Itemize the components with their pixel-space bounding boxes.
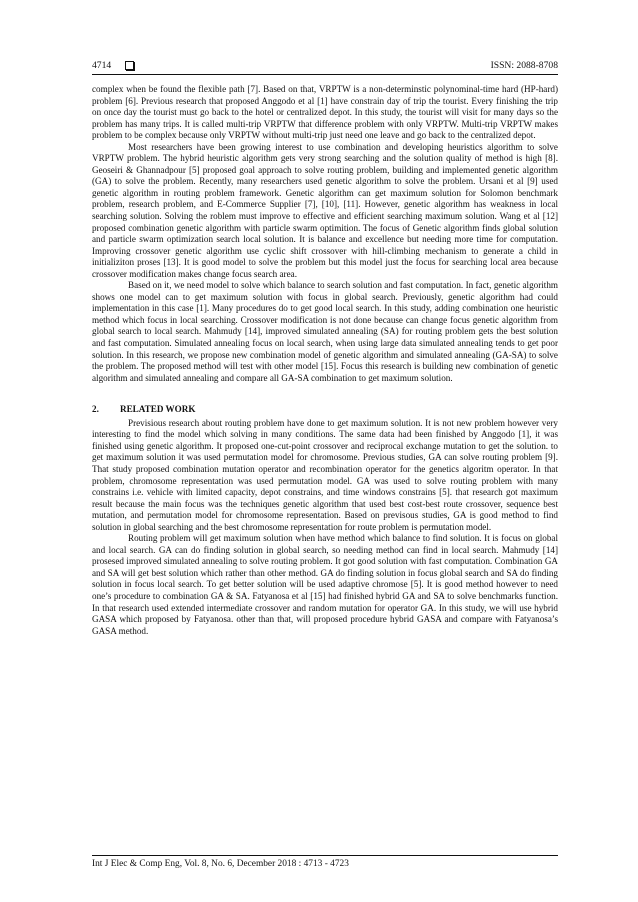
article-body: [92, 84, 558, 637]
related-work-paragraph-1: Previsious research about routing problem have done to get maximum solution. It is not new problem however very interesting to find the model which solving in many conditions. The same data had been finished by Anggodo [1], it was finished using genetic algorithm. It proposed one-cut-point crossover and reciprocal exchange mutation to get the solution. to get maximum solution it was used permutation model for chromosome. Previous studies, GA can solve routing problem [9]. That study proposed combination mutation operator and recombination operator for the genetics algoritm operator. In that problem, chromosome representation was used permutation model. GA was used to solve routing problem with many constrains i.e. vehicle with limited capacity, depot constrains, and time windows constrains [5]. that research got maximum result because the main focus was the techniques genetic algorithm that used best cost-best route crossover, sequence best mutation, and permutation model for chromosome representation. Based on previsous studies, GA is good method to find solution in global searching and the best chromosome representation for route problem is permutation model.: [92, 417, 558, 532]
footer-divider: [92, 855, 558, 856]
section-heading: [92, 404, 558, 416]
header-left: [92, 60, 134, 71]
page-header: [92, 60, 558, 71]
section-title: RELATED WORK: [120, 404, 196, 415]
page-footer: Int J Elec & Comp Eng, Vol. 8, No. 6, December 2018 : 4713 - 4723: [92, 859, 349, 869]
page-number: 4714: [92, 60, 112, 71]
header-divider: [92, 74, 558, 75]
related-work-paragraph-2: Routing problem will get maximum solution when have method which balance to find solution. It is focus on global and local search. GA can do finding solution in global search, so needing method can find in local search. Mahmudy [14] prosesed improved simulated annealing to solve routing problem. It got good solution with fast computation. Combination GA and SA will get best solution which rather than other method. GA do finding solution in focus global search and SA do finding solution in focus local search. To get better solution will be used adaptive chromose [5]. It is good method however to need one’s procedure to combination GA & SA. Fatyanosa et al [15] had finished hybrid GA and SA to solve benchmarks function. In that research used extended intermediate crossover and random mutation for operator GA. In this study, we will use hybrid GASA which proposed by Fatyanosa. other than that, will proposed procedure hybrid GASA and compare with Fatyanosa’s GASA method.: [92, 533, 558, 636]
section-number: 2.: [92, 404, 99, 415]
square-box-icon: [125, 61, 134, 70]
paragraph-1: complex when be found the flexible path [7]. Based on that, VRPTW is a non-determinstic polynominal-time hard (HP-hard) problem [6]. Previous research that proposed Anggodo et al [1] have constrain day of trip the tourist. Every finishing the trip on once day the tourist must go back to the hotel or centralized depot. In this study, the tourist will visit for many days so the problem has many trips. It is called multi-trip VRPTW that difference problem with only VRPTW. Multi-trip VRPTW makes problem to be complex because only VRPTW without multi-trip just need one leave and go back to the centralized depot.: [92, 84, 558, 141]
paragraph-2: Most researchers have been growing interest to use combination and developing heuristics algorithm to solve VRPTW problem. The hybrid heuristic algorithm gets very strong searching and the solution quality of method is high [8]. Geoseiri & Ghannadpour [5] proposed goal approach to solve routing problem, building and implemented genetic algorithm (GA) to solve the problem. Recently, many researchers used genetic algorithm to solve the problem. Ursani et al [9] used genetic algorithm in routing problem framework. Genetic algorithm can get maximum solution for Solomon benchmark problem, research problem, and E-Commerce Supplier [7], [10], [11]. However, genetic algorithm has weakness in local searching solution. Solving the roblem must improve to effective and efficient searching maximum solution. Wang et al [12] proposed combination genetic algorithm with particle swarm optimition. The focus of Genetic algorithm finds global solution and particle swarm optimization search local solution. It is balance and excellence but needing more time for computation. Improving crossover genetic algorithm use cyclic shift crossover with hill-climbing mechanism to generate a child in initializiton proses [13]. It is good model to solve the problem but this model just the focus for searching local area because crossover modification makes change focus search area.: [92, 141, 558, 279]
issn-label: ISSN: 2088-8708: [490, 60, 558, 71]
paragraph-3: Based on it, we need model to solve which balance to search solution and fast computation. In fact, genetic algorithm shows one model can to get maximum solution with focus in global search. Previously, genetic algorithm had could implementation in this case [1]. Many procedures do to get good local search. In this study, adding combination one heuristic method which focus in local searching. Crossover modification is not done because can change focus genetic algorithm from global search to local search. Mahmudy [14], improved simulated annealing (SA) for routing problem gets the best solution and fast computation. Simulated annealing focus on local search, when using large data simulated annealing tends to get poor solution. In this research, we propose new combination model of genetic algorithm and simulated annealing (GA-SA) to solve the problem. The proposed method will test with other model [15]. Focus this research is building new combination of genetic algorithm and simulated annealing and compare all GA-SA combination to get maximum solution.: [92, 280, 558, 383]
